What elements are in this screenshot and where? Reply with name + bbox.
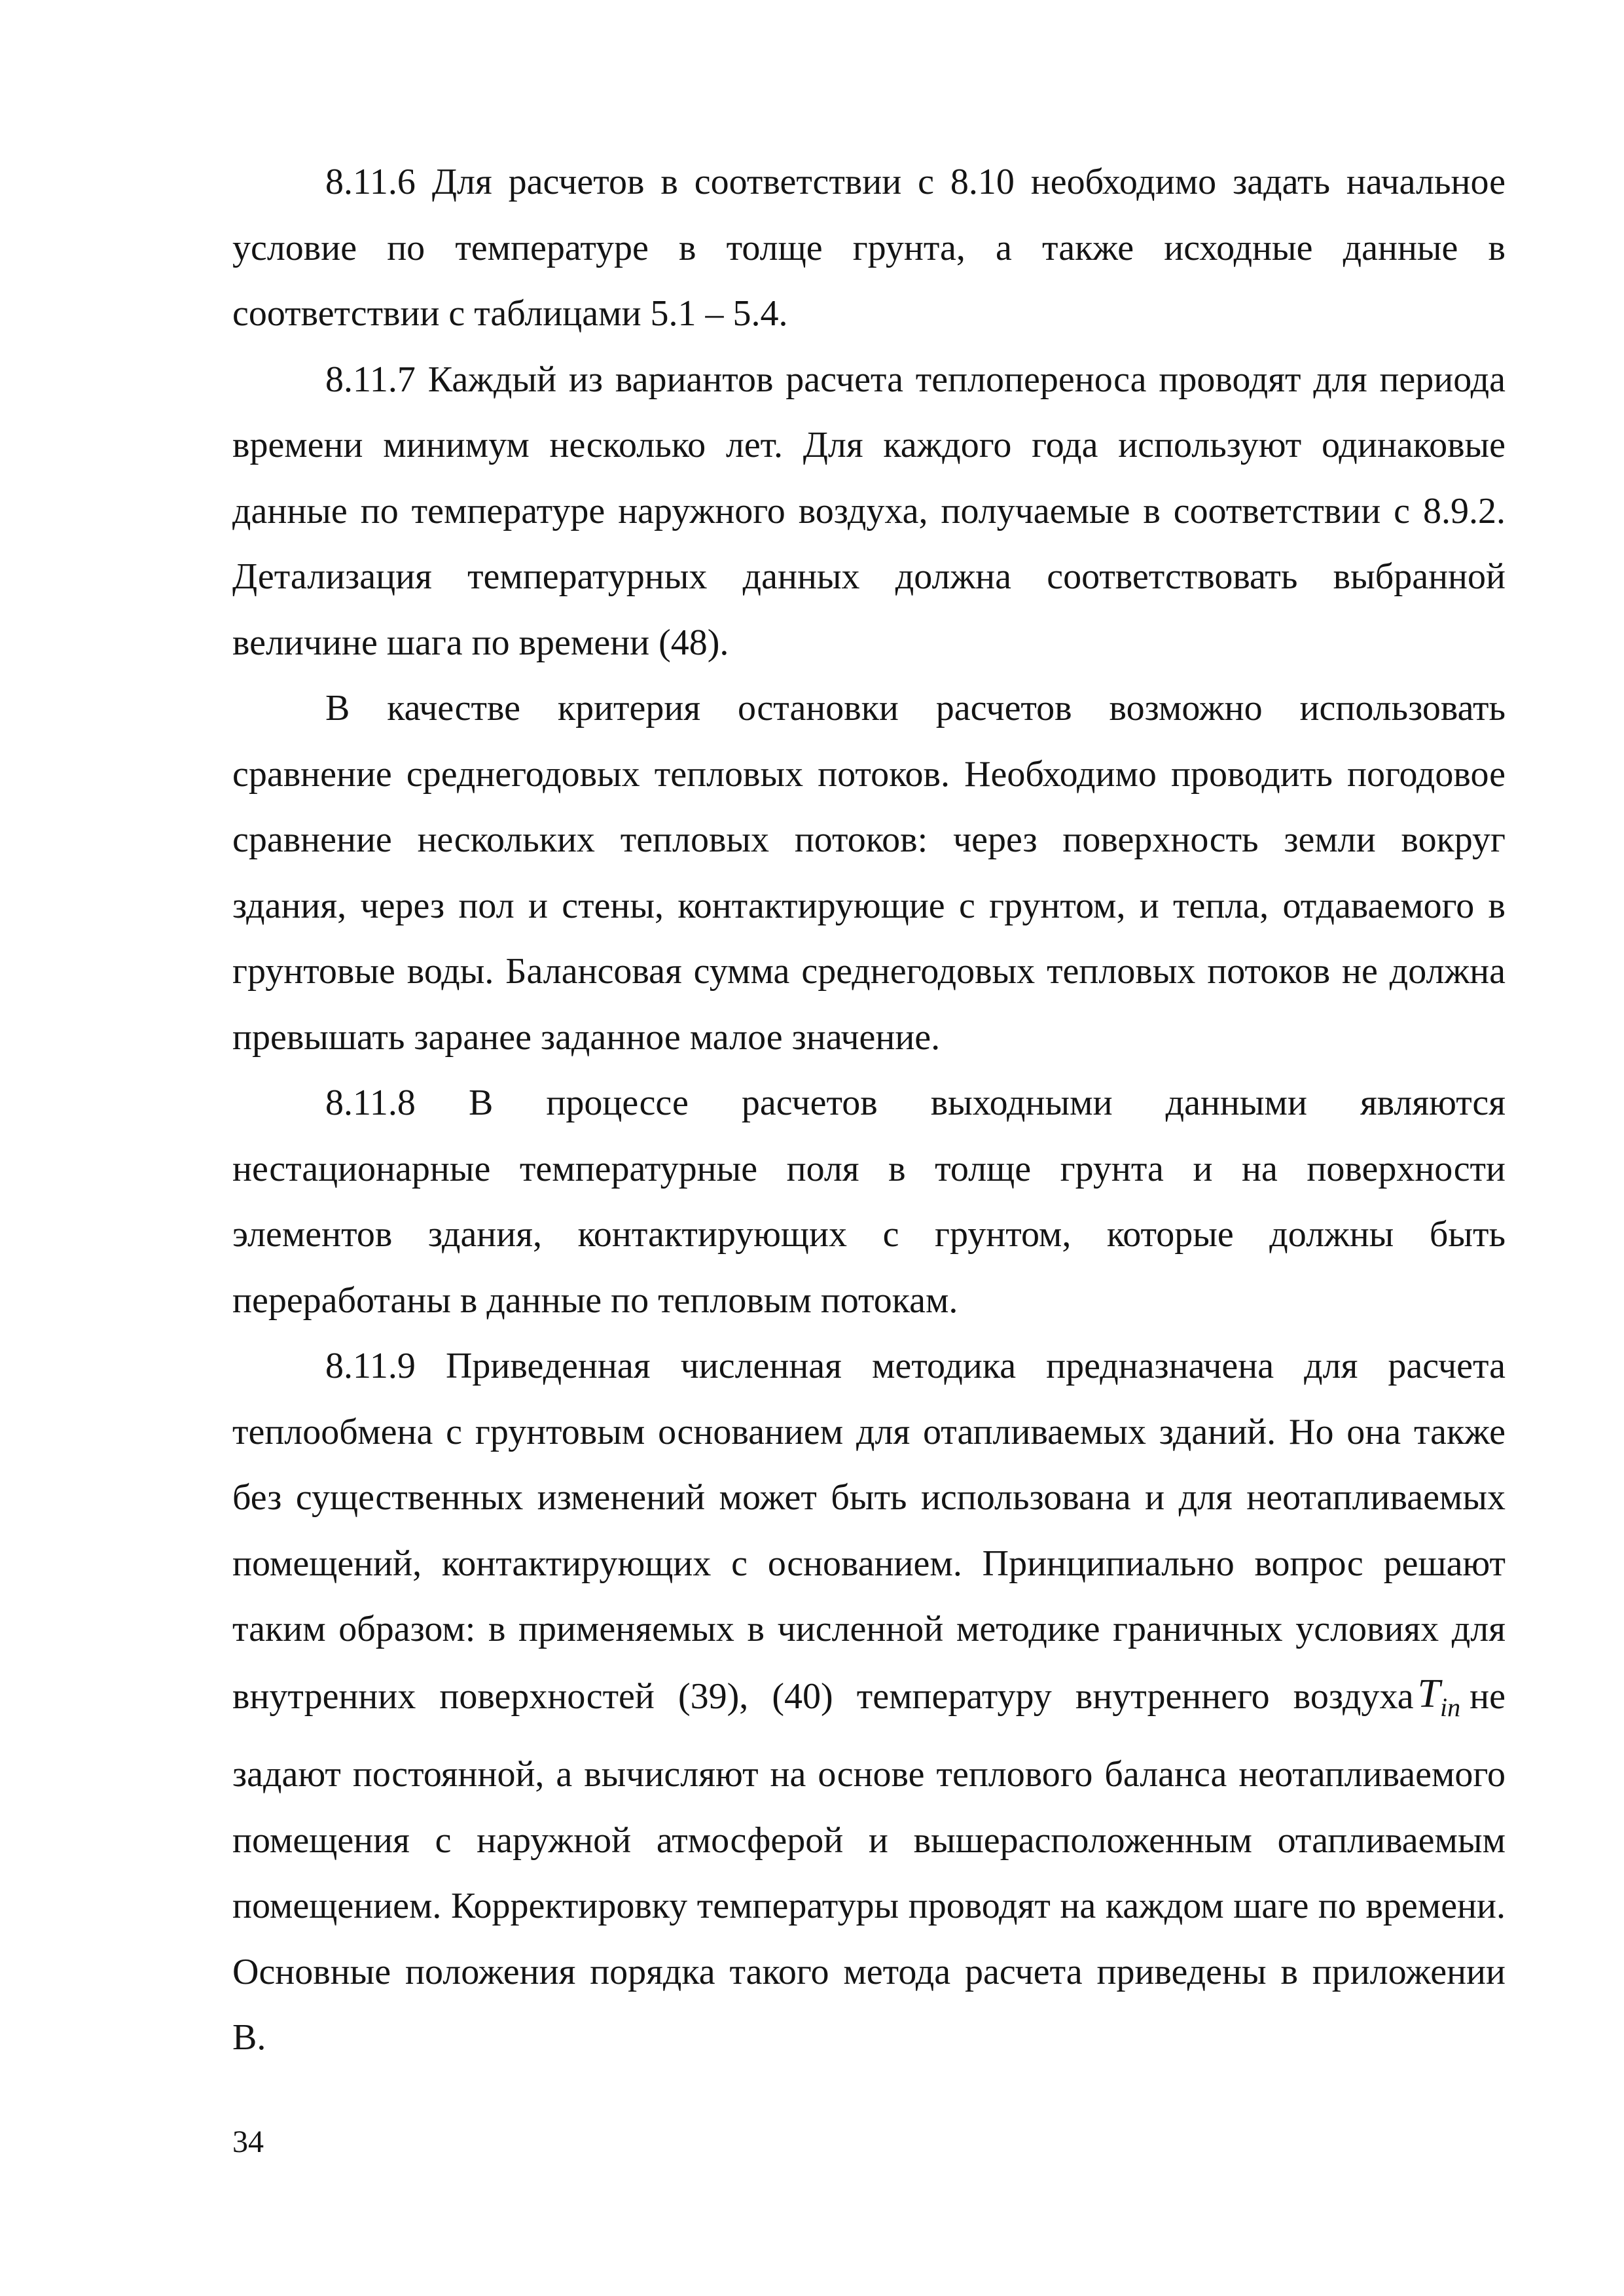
formula-symbol: T — [1417, 1671, 1441, 1716]
inner-air-temperature-symbol — [1417, 1671, 1461, 1722]
paragraph-8-11-8: 8.11.8 В процессе расчетов выходными данными являются нестационарные температурные поля в толще грунта и на поверхности элементов здания, контактирующих с грунтом, которые должны быть переработаны в данные по тепловым потокам. — [232, 1083, 1506, 1321]
document-body — [232, 149, 1506, 2071]
paragraph-8-11-6: 8.11.6 Для расчетов в соответствии с 8.10 необходимо задать начальное условие по температуре в толще грунта, а также исходные данные в соответствии с таблицами 5.1 – 5.4. — [232, 162, 1506, 334]
paragraph-8-11-9-text-end: не задают постоянной, а вычисляют на основе теплового баланса неотапливаемого помещения с наружной атмосферой и вышерасположенным отапливаемым помещением. Корректировку температуры проводят на каждом шаге по времени. Основные положения порядка такого метода расчета приведены в приложении В. — [232, 1676, 1506, 2058]
paragraph-8-11-7: 8.11.7 Каждый из вариантов расчета теплопереноса проводят для периода времени минимум несколько лет. Для каждого года используют одинаковые данные по температуре наружного воздуха, получаемые в соответствии с 8.9.2. Детализация температурных данных должна соответствовать выбранной величине шага по времени (48). — [232, 359, 1506, 663]
paragraph-8-11-9-text-start: 8.11.9 Приведенная численная методика предназначена для расчета теплообмена с грунтовым основанием для отапливаемых зданий. Но она также без существенных изменений может быть использована и для неотапливаемых помещений, контактирующих с основанием. Принципиально вопрос решают таким образом: в применяемых в численной методике граничных условиях для внутренних поверхностей (39), (40) температуру внутреннего воздуха — [232, 1346, 1506, 1717]
formula-subscript: in — [1440, 1692, 1461, 1722]
page-number: 34 — [232, 2125, 264, 2159]
paragraph-8-11-9 — [232, 1333, 1506, 2071]
paragraph-stop-criterion: В качестве критерия остановки расчетов возможно использовать сравнение среднегодовых тепловых потоков. Необходимо проводить погодовое сравнение нескольких тепловых потоков: через поверхность земли вокруг здания, через пол и стены, контактирующие с грунтом, и тепла, отдаваемого в грунтовые воды. Балансовая сумма среднегодовых тепловых потоков не должна превышать заранее заданное малое значение. — [232, 688, 1506, 1058]
